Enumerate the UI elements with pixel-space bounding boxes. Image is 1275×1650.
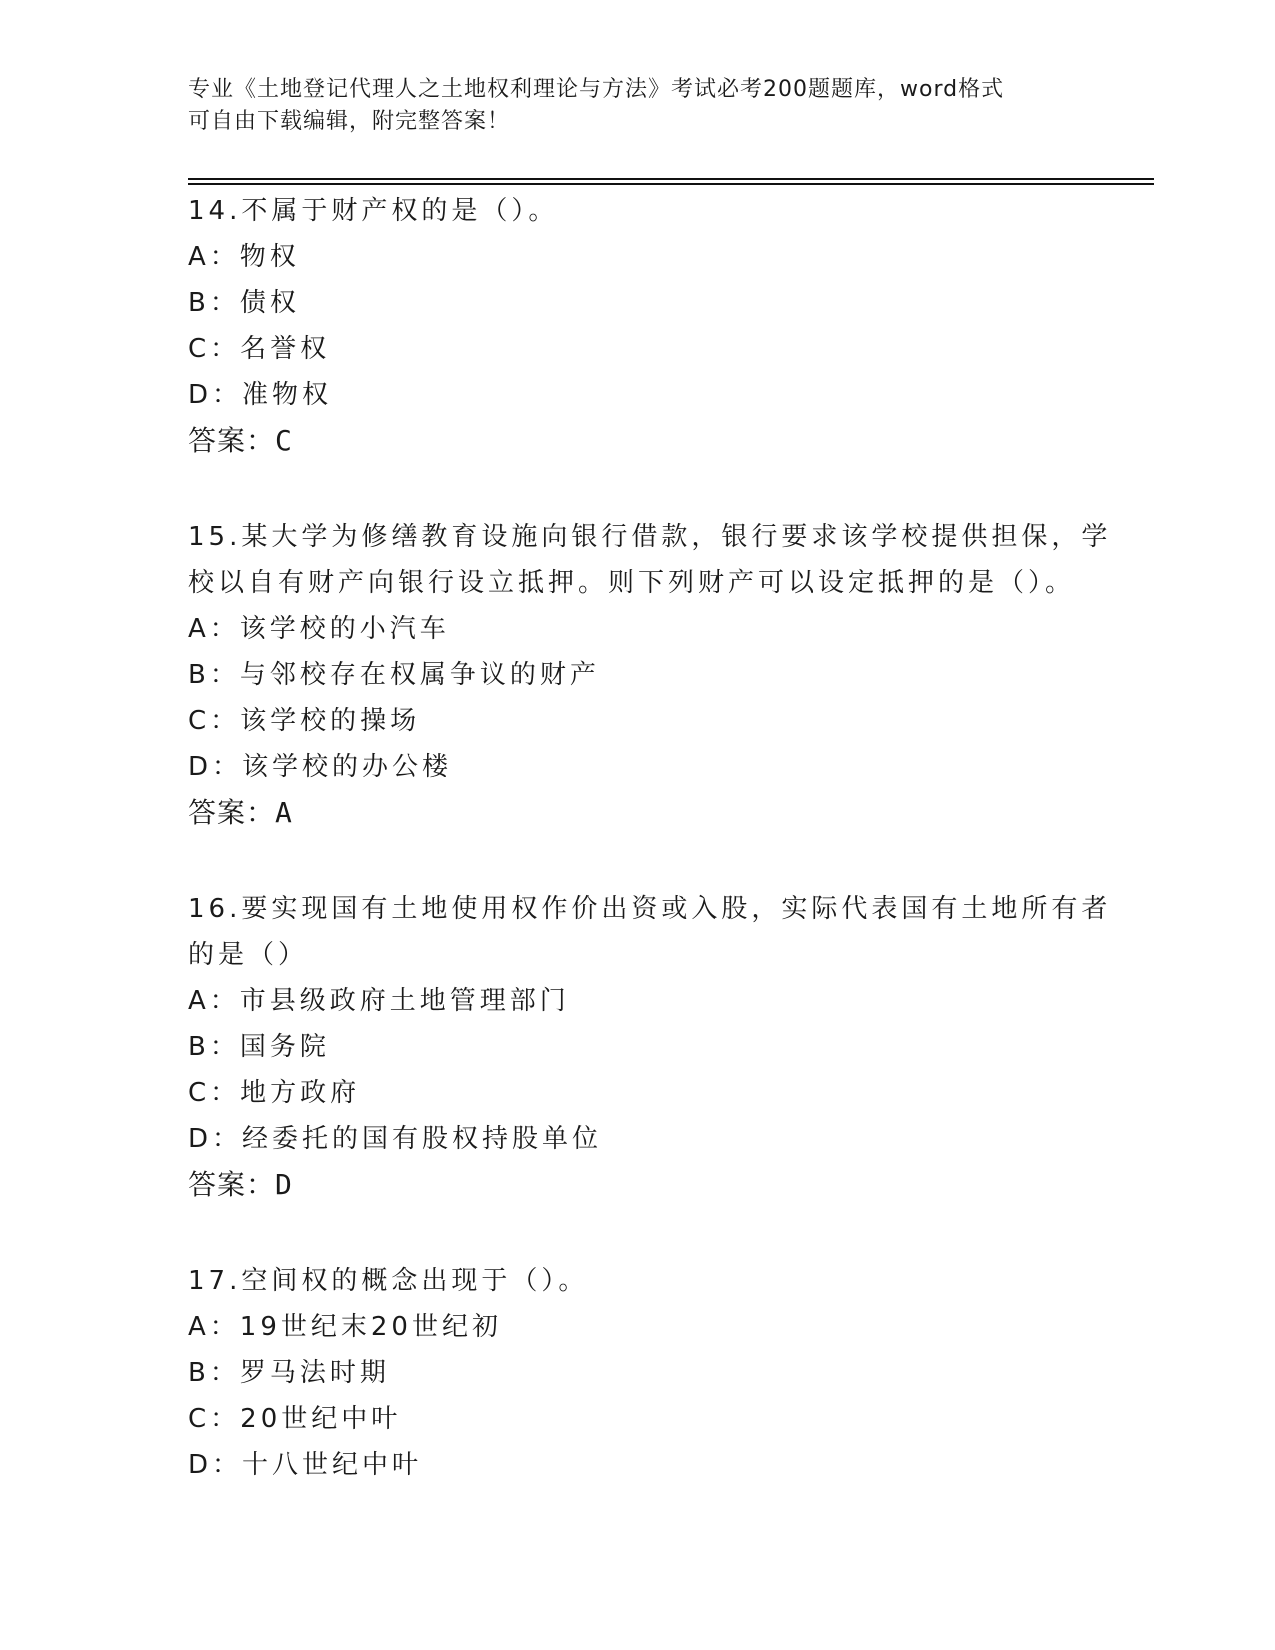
- question-17: [188, 1258, 1088, 1488]
- header-rule-bottom: [188, 183, 1154, 185]
- question-stem: 17.空间权的概念出现于（）。: [188, 1266, 589, 1296]
- answer-line: [188, 1162, 1088, 1208]
- question-16: [188, 886, 1112, 1208]
- answer-label: 答案：: [188, 796, 276, 829]
- answer-value: C: [275, 424, 293, 457]
- question-stem: 16.要实现国有土地使用权作价出资或入股，实际代表国有土地所有者: [188, 894, 1112, 924]
- option-b: B：与邻校存在权属争议的财产: [188, 660, 600, 690]
- option-d: D：十八世纪中叶: [188, 1450, 423, 1480]
- option-c: C：20世纪中叶: [188, 1404, 402, 1434]
- option-a: A：市县级政府土地管理部门: [188, 986, 570, 1016]
- question-15: [188, 514, 1112, 836]
- option-b: B：罗马法时期: [188, 1358, 390, 1388]
- question-list: [188, 188, 1112, 1538]
- option-a: A：物权: [188, 242, 300, 272]
- option-d: D：准物权: [188, 380, 333, 410]
- option-a: A：19世纪末20世纪初: [188, 1312, 502, 1342]
- answer-label: 答案：: [188, 424, 276, 457]
- header-line-2: 可自由下载编辑，附完整答案！: [188, 109, 511, 134]
- question-stem: 15.某大学为修缮教育设施向银行借款，银行要求该学校提供担保，学: [188, 522, 1112, 552]
- header-line-1: 专业《土地登记代理人之土地权利理论与方法》考试必考200题题库，word格式: [188, 77, 1005, 102]
- header-rule-top: [188, 178, 1154, 180]
- option-a: A：该学校的小汽车: [188, 614, 450, 644]
- option-b: B：债权: [188, 288, 300, 318]
- answer-value: A: [275, 796, 293, 829]
- answer-value: D: [275, 1168, 293, 1201]
- answer-label: 答案：: [188, 1168, 276, 1201]
- answer-line: [188, 418, 1088, 464]
- question-stem: 14.不属于财产权的是（）。: [188, 196, 559, 226]
- option-c: C：名誉权: [188, 334, 331, 364]
- option-c: C：该学校的操场: [188, 706, 421, 736]
- question-stem-continued: 校以自有财产向银行设立抵押。则下列财产可以设定抵押的是（）。: [188, 568, 1076, 598]
- option-d: D：经委托的国有股权持股单位: [188, 1124, 603, 1154]
- answer-line: [188, 790, 1088, 836]
- document-header: [188, 74, 1088, 138]
- option-d: D：该学校的办公楼: [188, 752, 453, 782]
- question-stem-continued: 的是（）: [188, 940, 309, 970]
- option-c: C：地方政府: [188, 1078, 361, 1108]
- option-b: B：国务院: [188, 1032, 330, 1062]
- question-14: [188, 188, 1088, 464]
